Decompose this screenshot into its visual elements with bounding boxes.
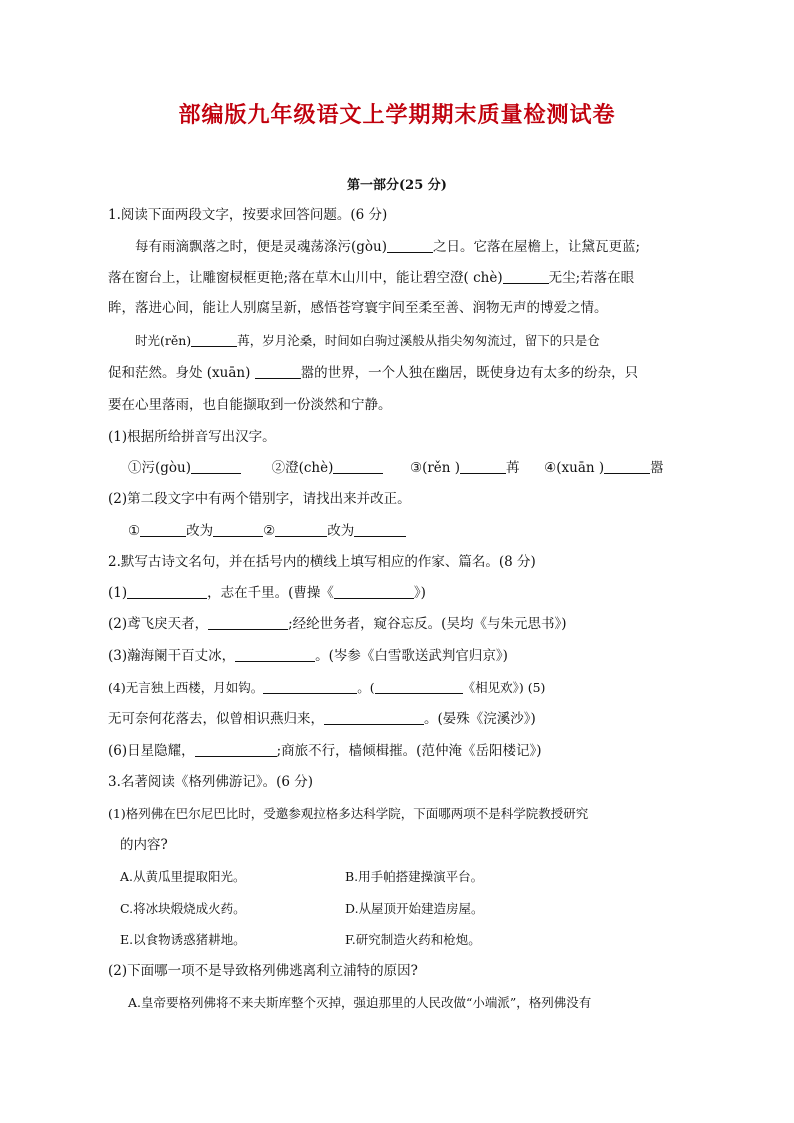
- q1-text: 无尘;若落在眼: [548, 270, 635, 286]
- q2-text: (4)无言独上西楼，月如钩。: [108, 680, 264, 695]
- q1-text: 促和茫然。身处 (xuān): [108, 365, 251, 381]
- answer-blank[interactable]: [375, 679, 463, 694]
- section-heading: 第一部分(25 分): [347, 178, 447, 193]
- q1-para2-line2: [108, 364, 638, 382]
- q1-para1-line3: 眸，落进心间，能让人别腐呈新，感悟苍穹寰宇间至柔至善、润物无声的博爱之情。: [108, 300, 608, 316]
- option-a: A.从黄瓜里提取阳光。: [120, 869, 246, 884]
- answer-blank[interactable]: [324, 710, 424, 725]
- q1-item: 改为: [186, 523, 214, 539]
- q3-options-row3: [120, 931, 680, 949]
- q1-item: ②澄(chè): [271, 460, 334, 476]
- q3-sub2-option-a: A.皇帝要格列佛将不来夫斯库整个灭掉，强迫那里的人民改做“小端派”，格列佛没有: [128, 995, 592, 1010]
- answer-blank[interactable]: [604, 459, 650, 474]
- q3-sub1-line2: 的内容?: [120, 837, 168, 853]
- q1-para2-line3: 要在心里落雨，也自能撷取到一份淡然和宁静。: [108, 397, 392, 413]
- answer-blank[interactable]: [275, 522, 327, 537]
- q1-text: 时光(rěn): [135, 333, 192, 348]
- q1-text: 每有雨滴飘落之时，便是灵魂荡涤污(gòu): [135, 239, 387, 255]
- q1-text: 苒，岁月沦桑，时间如白驹过溪般从指尖匆匆流过，留下的只是仓: [237, 333, 600, 348]
- answer-blank[interactable]: [191, 332, 237, 347]
- q3-header: 3.名著阅读《格列佛游记》。(6 分): [108, 774, 314, 790]
- q1-item: ①: [128, 523, 141, 539]
- q2-text: (1): [108, 585, 128, 601]
- q2-line5: [108, 710, 536, 728]
- q1-para1-line2: [108, 269, 634, 287]
- q3-sub1-line1: (1)格列佛在巴尔尼巴比时，受邀参观拉格多达科学院，下面哪两项不是科学院教授研究: [108, 806, 589, 821]
- option-b: B.用手帕搭建操演平台。: [345, 869, 484, 884]
- answer-blank[interactable]: [387, 238, 433, 253]
- q2-line3: [108, 647, 508, 665]
- option-c: C.将冰块煅烧成火药。: [120, 901, 246, 916]
- q2-line1: [108, 584, 426, 602]
- q2-line4: [108, 679, 545, 697]
- answer-blank[interactable]: [503, 269, 549, 284]
- q1-item: ②: [263, 523, 276, 539]
- answer-blank[interactable]: [263, 679, 357, 694]
- q2-text: ，志在千里。(曹操《: [207, 585, 334, 601]
- q1-item: ③(rěn ): [409, 460, 461, 476]
- q1-text: 嚣的世界，一个人独在幽居，既使身边有太多的纷杂，只: [300, 365, 639, 381]
- q1-text: 落在窗台上，让雕窗棂框更艳;落在草木山川中，能让碧空澄( chè): [108, 270, 503, 286]
- answer-blank[interactable]: [208, 615, 288, 630]
- option-e: E.以食物诱惑猪耕地。: [120, 932, 246, 947]
- answer-blank[interactable]: [213, 522, 263, 537]
- q1-para1-line1: [135, 238, 640, 256]
- q3-options-row1: [120, 868, 680, 886]
- q2-text: ;经纶世务者，窥谷忘反。(吴均《与朱元思书》): [288, 616, 567, 632]
- answer-blank[interactable]: [191, 459, 241, 474]
- q1-sub2-answers: [128, 522, 406, 540]
- q2-text: 。(岑参《白雪歌送武判官归京》): [315, 648, 508, 664]
- q2-text: (6)日星隐耀，: [108, 743, 195, 759]
- q2-text: ;商旅不行，樯倾楫摧。(范仲淹《岳阳楼记》): [276, 743, 542, 759]
- q2-line6: [108, 742, 541, 760]
- q1-para2-line1: [135, 332, 600, 350]
- answer-blank[interactable]: [127, 584, 207, 599]
- q2-text: 无可奈何花落去，似曾相识燕归来，: [108, 711, 324, 727]
- q2-text: (3)瀚海阑干百丈冰，: [108, 648, 236, 664]
- q1-item: 嚣: [650, 460, 664, 476]
- q3-sub2: (2)下面哪一项不是导致格列佛逃离利立浦特的原因?: [108, 963, 418, 979]
- q1-sub1: (1)根据所给拼音写出汉字。: [108, 429, 276, 445]
- q1-item: ①污(gòu): [128, 460, 191, 476]
- q1-text: 之日。它落在屋檐上，让黛瓦更蓝;: [433, 239, 641, 255]
- q1-item: ④(xuān ): [544, 460, 605, 476]
- answer-blank[interactable]: [354, 522, 406, 537]
- q2-text: 。(: [357, 680, 375, 695]
- q2-text: 》): [413, 585, 426, 601]
- q2-text: 《相见欢》) (5): [462, 680, 546, 695]
- option-f: F.研究制造火药和枪炮。: [345, 932, 481, 947]
- answer-blank[interactable]: [195, 742, 277, 757]
- q2-line2: [108, 615, 566, 633]
- answer-blank[interactable]: [333, 459, 383, 474]
- q1-sub1-answers: [128, 459, 664, 477]
- answer-blank[interactable]: [460, 459, 506, 474]
- q1-item: 改为: [327, 523, 355, 539]
- q1-item: 苒: [506, 460, 520, 476]
- answer-blank[interactable]: [140, 522, 186, 537]
- q3-options-row2: [120, 900, 680, 918]
- answer-blank[interactable]: [334, 584, 414, 599]
- q2-header: 2.默写古诗文名句，并在括号内的横线上填写相应的作家、篇名。(8 分): [108, 554, 536, 570]
- q1-sub2: (2)第二段文字中有两个错别字，请找出来并改正。: [108, 491, 411, 507]
- q1-header: 1.阅读下面两段文字，按要求回答问题。(6 分): [108, 207, 388, 223]
- q2-text: 。(晏殊《浣溪沙》): [424, 711, 536, 727]
- answer-blank[interactable]: [255, 364, 301, 379]
- option-d: D.从屋顶开始建造房屋。: [345, 901, 484, 916]
- answer-blank[interactable]: [235, 647, 315, 662]
- exam-title: 部编版九年级语文上学期期末质量检测试卷: [178, 102, 616, 128]
- q2-text: (2)鸢飞戾天者，: [108, 616, 209, 632]
